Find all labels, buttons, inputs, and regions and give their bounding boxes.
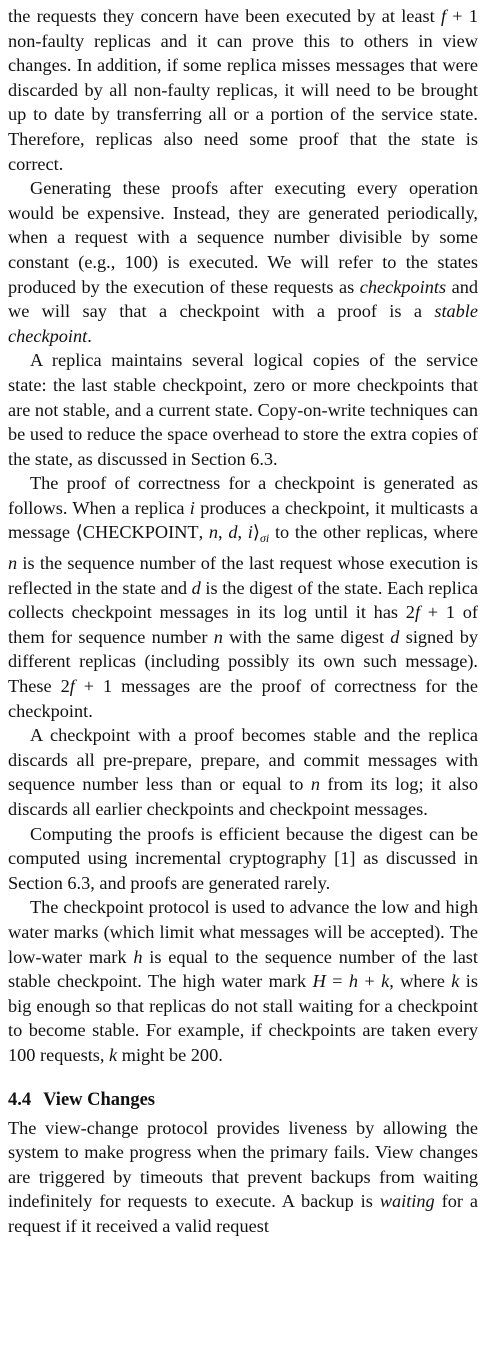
paragraph-text: to the other replicas, where [269, 522, 479, 543]
paragraph [8, 471, 478, 723]
paragraph-text: , [218, 522, 229, 543]
paragraph-text: might be 200. [117, 1044, 223, 1065]
math-symbol: n [213, 626, 223, 647]
paragraph-text: A replica maintains several logical copies of the service state: the last stable checkpoint, zero or more checkpoints that are not stable, and a current state. Copy-on-write techniques can be used to reduce the space overhead to store the extra copies of the state, as discussed in Section 6.3. [8, 350, 478, 469]
paragraph-text: for a request if it received a valid request [8, 1191, 478, 1236]
paragraph [8, 4, 478, 176]
math-symbol: n [310, 774, 320, 795]
section-heading [8, 1088, 478, 1112]
math-symbol: n [208, 522, 219, 543]
math-symbol: f [414, 602, 421, 623]
paragraph-text: = [325, 971, 349, 992]
emphasized-term: stable checkpoint [8, 301, 478, 346]
paragraph-text: ⟩ [252, 522, 260, 543]
math-symbol: d [390, 626, 400, 647]
paragraph-text: is the sequence number of the last request whose execution is reflected in the state and [8, 553, 478, 598]
math-symbol: k [109, 1044, 118, 1065]
paragraph-text: + 1 messages are the proof of correctness for the checkpoint. [8, 676, 478, 721]
small-caps-term: CHECKPOINT [82, 522, 199, 543]
math-symbol: f [440, 6, 447, 26]
paragraph-text: + 1 non-faulty replicas and it can prove this to others in view changes. In addition, if some replica misses messages that were discarded by all non-faulty replicas, it will need to be brought up to date by transferring all or a portion of the service state. Therefore, replicas also need some proof that the state is correct. [8, 6, 478, 174]
paragraph-text: + 1 of them for sequence number [8, 602, 478, 647]
math-symbol: i [189, 497, 195, 518]
paragraph-text: is big enough so that replicas do not stall waiting for a checkpoint to become stable. For example, if checkpoints are taken every 100 requests, [8, 971, 478, 1065]
paragraph [8, 348, 478, 471]
math-symbol: H [312, 971, 326, 992]
paragraph-text: The view-change protocol provides liveness by allowing the system to make progress when the primary fails. View changes are triggered by timeouts that prevent backups from waiting indefinitely for requests to execute. A backup is [8, 1117, 478, 1212]
paragraph-text: is the digest of the state. Each replica collects checkpoint messages in its log until it has 2 [8, 577, 479, 623]
math-symbol: k [451, 971, 460, 992]
paragraph [8, 176, 478, 348]
paragraph-text: the requests they concern have been executed by at least [8, 6, 441, 26]
paragraph-text: Computing the proofs is efficient because the digest can be computed using incremental cryptography [1] as discussed in Section 6.3, and proofs are generated rarely. [8, 823, 478, 893]
paragraph-text: from its log; it also discards all earlier checkpoints and checkpoint messages. [8, 774, 478, 819]
body-text-top [8, 4, 478, 1068]
paragraph-text: , [237, 522, 248, 543]
paper-page [8, 4, 478, 1239]
section-title: View Changes [43, 1089, 155, 1110]
paragraph-text: The checkpoint protocol is used to advance the low and high water marks (which limit what messages will be accepted). The low-water mark [8, 897, 478, 967]
math-symbol: h [348, 971, 359, 992]
math-symbol: i [247, 522, 253, 543]
emphasized-term: waiting [379, 1191, 435, 1212]
subscript: σi [259, 531, 270, 546]
section-number: 4.4 [8, 1089, 32, 1110]
math-symbol: f [69, 676, 75, 697]
paragraph-text: . [87, 325, 92, 346]
paragraph-text: + [358, 971, 382, 992]
paragraph [8, 895, 478, 1067]
math-symbol: k [381, 971, 390, 992]
paragraph-text: Generating these proofs after executing every operation would be expensive. Instead, they are generated periodically, when a request with a sequence number divisible by some constant (e.g., 100) is executed. We will refer to the states produced by the execution of these requests as [8, 178, 478, 297]
paragraph [8, 822, 478, 896]
paragraph [8, 1116, 478, 1239]
math-symbol: d [228, 522, 238, 543]
paragraph-text: , [198, 522, 209, 543]
paragraph-text: produces a checkpoint, it multicasts a message ⟨ [8, 497, 478, 543]
paragraph-text: , where [389, 971, 452, 992]
math-symbol: d [191, 577, 201, 598]
paragraph-text: and we will say that a checkpoint with a proof is a [8, 276, 478, 322]
paragraph [8, 723, 478, 821]
paragraph-text: with the same digest [222, 626, 391, 647]
paragraph-text: is equal to the sequence number of the last stable checkpoint. The high water mark [8, 946, 478, 992]
math-symbol: n [8, 553, 18, 574]
body-text-bottom [8, 1116, 478, 1239]
emphasized-term: checkpoints [359, 276, 447, 297]
paragraph-text: signed by different replicas (including possibly its own such message). These 2 [8, 626, 478, 697]
math-symbol: h [133, 946, 143, 967]
paragraph-text: The proof of correctness for a checkpoint is generated as follows. When a replica [8, 473, 478, 518]
paragraph-text: A checkpoint with a proof becomes stable and the replica discards all pre-prepare, prepare, and commit messages with sequence number less than or equal to [8, 725, 478, 795]
